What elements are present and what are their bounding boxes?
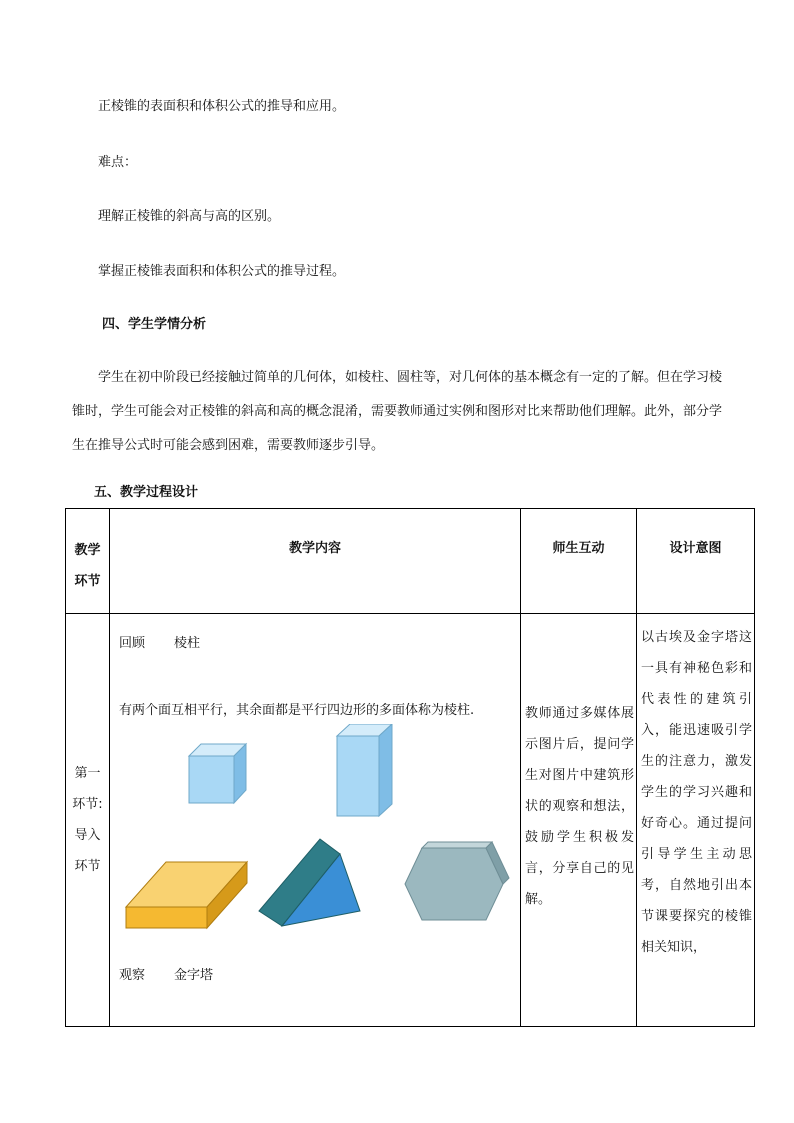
cube-figure (189, 744, 246, 803)
section-4-paragraph: 学生在初中阶段已经接触过简单的几何体，如棱柱、圆柱等，对几何体的基本概念有一定的了解。但在学习棱锥时，学生可能会对正棱锥的斜高和高的概念混淆，需要教师通过实例和图形对比来帮助他们理解。此外，部分学生在推导公式时可能会感到困难，需要教师逐步引导。 (72, 370, 723, 453)
difficulty-item-2: 掌握正棱锥表面积和体积公式的推导过程。 (98, 264, 346, 279)
header-stage: 教学环节 (66, 509, 110, 614)
observe-label: 观察 (119, 968, 146, 983)
stage-cell: 第一环节:导入环节 (66, 614, 110, 1027)
key-point-text: 正棱锥的表面积和体积公式的推导和应用。 (98, 99, 346, 114)
header-intent: 设计意图 (637, 509, 755, 614)
hexagonal-prism-figure (405, 842, 509, 920)
teaching-process-table (65, 508, 755, 1027)
prism-figures (110, 724, 520, 984)
difficulty-item-1: 理解正棱锥的斜高与高的区别。 (98, 209, 281, 224)
section-4-title: 四、学生学情分析 (102, 317, 207, 332)
table-header-row (66, 509, 755, 614)
prism-definition: 有两个面互相平行，其余面都是平行四边形的多面体称为棱柱. (119, 703, 475, 718)
header-interaction: 师生互动 (521, 509, 637, 614)
slab-figure (126, 862, 247, 928)
wedge-figure (259, 839, 360, 926)
observe-topic: 金字塔 (174, 968, 214, 983)
content-cell (110, 614, 521, 1027)
tall-prism-figure (337, 724, 392, 816)
section-5-title: 五、教学过程设计 (94, 485, 199, 500)
interaction-cell: 教师通过多媒体展示图片后，提问学生对图片中建筑形状的观察和想法，鼓励学生积极发言，分享自己的见解。 (521, 614, 637, 1027)
review-topic: 棱柱 (174, 636, 201, 651)
intent-cell: 以古埃及金字塔这一具有神秘色彩和代表性的建筑引入，能迅速吸引学生的注意力，激发学生的学习兴趣和好奇心。通过提问引导学生主动思考，自然地引出本节课要探究的棱锥相关知识， (637, 614, 755, 1027)
review-label: 回顾 (119, 636, 146, 651)
table-row (66, 614, 755, 1027)
header-content: 教学内容 (110, 509, 521, 614)
difficulty-label: 难点： (98, 155, 138, 170)
